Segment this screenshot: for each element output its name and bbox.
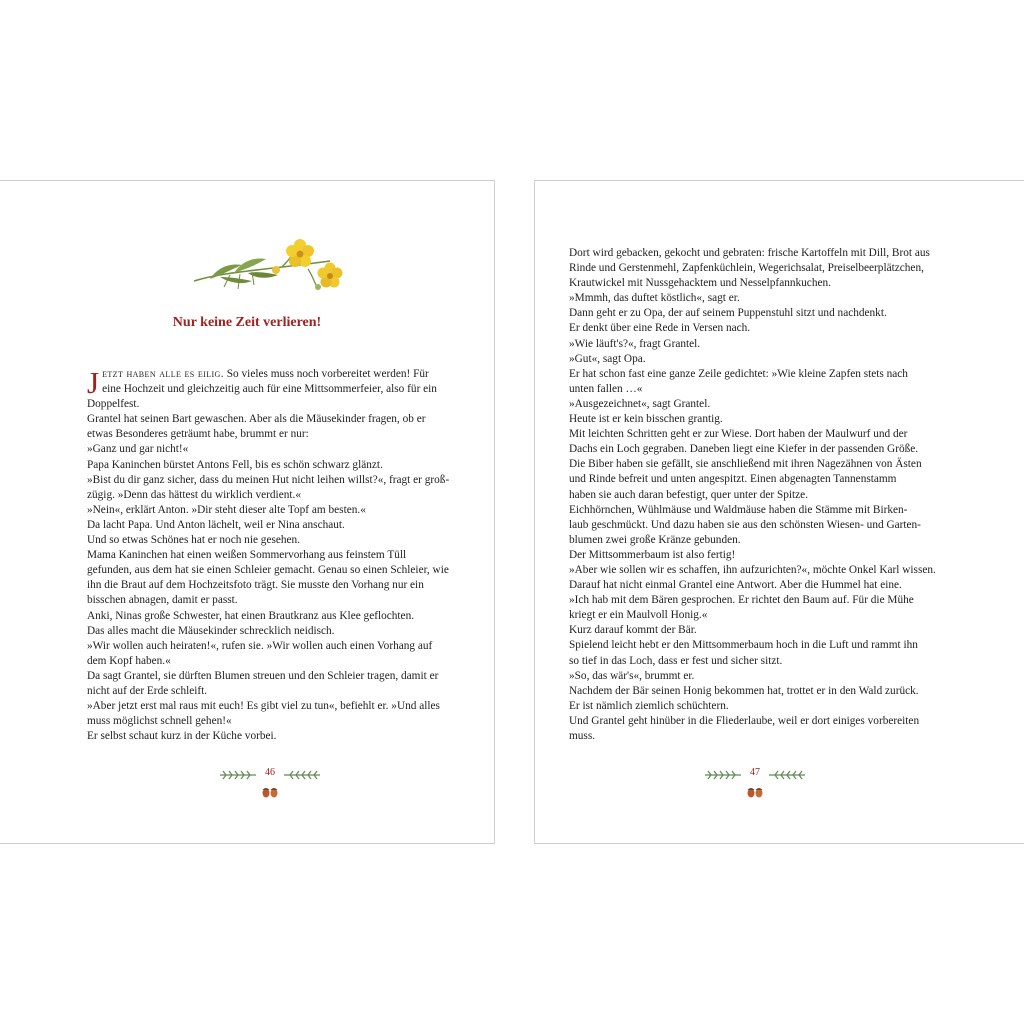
text-line: Papa Kaninchen bürstet Antons Fell, bis es schön schwarz glänzt.	[87, 458, 383, 471]
page-footer-ornament	[695, 767, 815, 803]
text-line: Krautwickel mit Nussgehacktem und Nesselpfannkuchen.	[569, 277, 831, 290]
right-body-text	[569, 246, 941, 744]
text-line: »Mmmh, das duftet köstlich«, sagt er.	[569, 292, 740, 305]
text-line: Dann geht er zu Opa, der auf seinem Puppenstuhl sitzt und nachdenkt.	[569, 307, 887, 320]
text-line: »Ganz und gar nicht!«	[87, 443, 189, 456]
text-line: Da lacht Papa. Und Anton lächelt, weil er Nina anschaut.	[87, 518, 345, 531]
right-page	[534, 180, 1024, 844]
text-line: »Aber jetzt erst mal raus mit euch! Es gibt viel zu tun«, befiehlt er. »Und alles	[87, 700, 440, 713]
page-number: 47	[750, 767, 760, 778]
text-line: muss.	[569, 730, 596, 742]
text-line: »Aber wie sollen wir es schaffen, ihn aufzurichten?«, möchte Onkel Karl wissen.	[569, 563, 936, 576]
text-line: »Gut«, sagt Opa.	[569, 352, 646, 365]
text-line: Darauf hat nicht einmal Grantel eine Antwort. Aber die Hummel hat eine.	[569, 579, 902, 592]
text-line: Er denkt über eine Rede in Versen nach.	[569, 322, 751, 335]
text-line: bisschen abnagen, damit er passt.	[87, 594, 238, 607]
text-line: Er selbst schaut kurz in der Küche vorbei.	[87, 730, 277, 743]
text-line: und Rinde befreit und unten angespitzt. Einen abgenagten Tannenstamm	[569, 473, 897, 486]
text-line: Nachdem der Bär seinen Honig bekommen hat, trottet er in den Wald zurück.	[569, 684, 919, 697]
text-line: kriegt er ein Maulvoll Honig.«	[569, 609, 708, 622]
text-line: »Nein«, erklärt Anton. »Dir steht dieser alte Topf am besten.«	[87, 503, 366, 516]
text-line: unten fallen …«	[569, 382, 643, 395]
text-line: Kurz darauf kommt der Bär.	[569, 624, 697, 637]
chapter-title: Nur keine Zeit verlieren!	[172, 315, 322, 330]
lead-in-smallcaps: etzt haben alle es eilig.	[102, 368, 224, 380]
buttercup-flower-illustration	[190, 239, 350, 299]
text-line: »Bist du dir ganz sicher, dass du meinen Hut nicht leihen willst?«, fragt er groß-	[87, 473, 450, 486]
text-line: muss möglichst schnell gehen!«	[87, 715, 232, 728]
first-line-text: So vieles muss noch vorbereitet werden! Für	[223, 368, 429, 380]
text-line: etwas Besonderes geträumt habe, brummt er nur:	[87, 428, 309, 441]
text-line: Und so etwas Schönes hat er noch nie gesehen.	[87, 534, 301, 547]
text-line: gefunden, aus dem hat sie einen Schleier gemacht. Genau so einen Schleier, wie	[87, 564, 449, 577]
page-footer-ornament	[210, 767, 330, 803]
text-line: »Wir wollen auch heiraten!«, rufen sie. »Wir wollen auch einen Vorhang auf	[87, 639, 433, 652]
text-line: dem Kopf haben.«	[87, 654, 171, 667]
text-line: blumen zwei große Kränze gebunden.	[569, 533, 741, 546]
text-line: haben sie auch daran befestigt, quer unter der Spitze.	[569, 488, 809, 501]
text-line: Da sagt Grantel, sie dürften Blumen streuen und den Schleier tragen, damit er	[87, 669, 439, 682]
text-line: »So, das wär's«, brummt er.	[569, 669, 695, 682]
text-line: laub geschmückt. Und dazu haben sie aus den schönsten Wiesen- und Garten-	[569, 518, 921, 531]
text-line: Doppelfest.	[87, 398, 140, 411]
text-line: nicht auf der Erde schleift.	[87, 684, 208, 697]
drop-cap: J	[87, 365, 100, 400]
text-line: Dachs ein Loch gegraben. Daneben liegt eine Kiefer in der passenden Größe.	[569, 443, 919, 456]
text-line: »Wie läuft's?«, fragt Grantel.	[569, 337, 701, 350]
text-line: »Ausgezeichnet«, sagt Grantel.	[569, 397, 711, 410]
text-line: Der Mittsommerbaum ist also fertig!	[569, 548, 736, 561]
text-line: Rinde und Gerstenmehl, Zapfenküchlein, Wegerichsalat, Preiselbeerplätzchen,	[569, 262, 924, 275]
text-line: Grantel hat seinen Bart gewaschen. Aber als die Mäusekinder fragen, ob er	[87, 413, 426, 426]
text-line: Er hat schon fast eine ganze Zeile gedichtet: »Wie kleine Zapfen stets nach	[569, 367, 908, 380]
text-line: Dort wird gebacken, gekocht und gebraten: frische Kartoffeln mit Dill, Brot aus	[569, 247, 930, 259]
text-line: so tief in das Loch, dass er fest und sicher sitzt.	[569, 654, 783, 667]
left-page	[0, 180, 495, 844]
text-line: Spielend leicht hebt er den Mittsommerbaum hoch in die Luft und rammt ihn	[569, 639, 918, 652]
text-line: eine Hochzeit und gleichzeitig auch für eine Mittsommerfeier, also für ein	[102, 383, 437, 396]
text-line: Anki, Ninas große Schwester, hat einen Brautkranz aus Klee geflochten.	[87, 609, 415, 622]
left-body-text	[87, 367, 457, 744]
text-line: Mama Kaninchen hat einen weißen Sommervorhang aus feinstem Tüll	[87, 549, 407, 562]
text-line: ihn die Braut auf dem Hochzeitsfoto trägt. Sie musste den Vorhang nur ein	[87, 579, 424, 592]
text-line: Und Grantel geht hinüber in die Fliederlaube, weil er dort einiges vorbereiten	[569, 714, 920, 727]
text-line: Heute ist er kein bisschen grantig.	[569, 413, 723, 426]
text-line: Eichhörnchen, Wühlmäuse und Waldmäuse haben die Stämme mit Birken-	[569, 503, 908, 516]
text-line: »Ich hab mit dem Bären gesprochen. Er richtet den Baum auf. Für die Mühe	[569, 594, 914, 607]
text-line: zügig. »Denn das hättest du wirklich verdient.«	[87, 488, 301, 501]
page-number: 46	[265, 767, 275, 778]
text-line: Mit leichten Schritten geht er zur Wiese. Dort haben der Maulwurf und der	[569, 428, 908, 441]
text-line: Die Biber haben sie gefällt, sie anschließend mit ihren Nagezähnen von Ästen	[569, 458, 922, 471]
text-line: Das alles macht die Mäusekinder schrecklich neidisch.	[87, 624, 335, 637]
text-line: Er ist nämlich ziemlich schüchtern.	[569, 699, 729, 712]
